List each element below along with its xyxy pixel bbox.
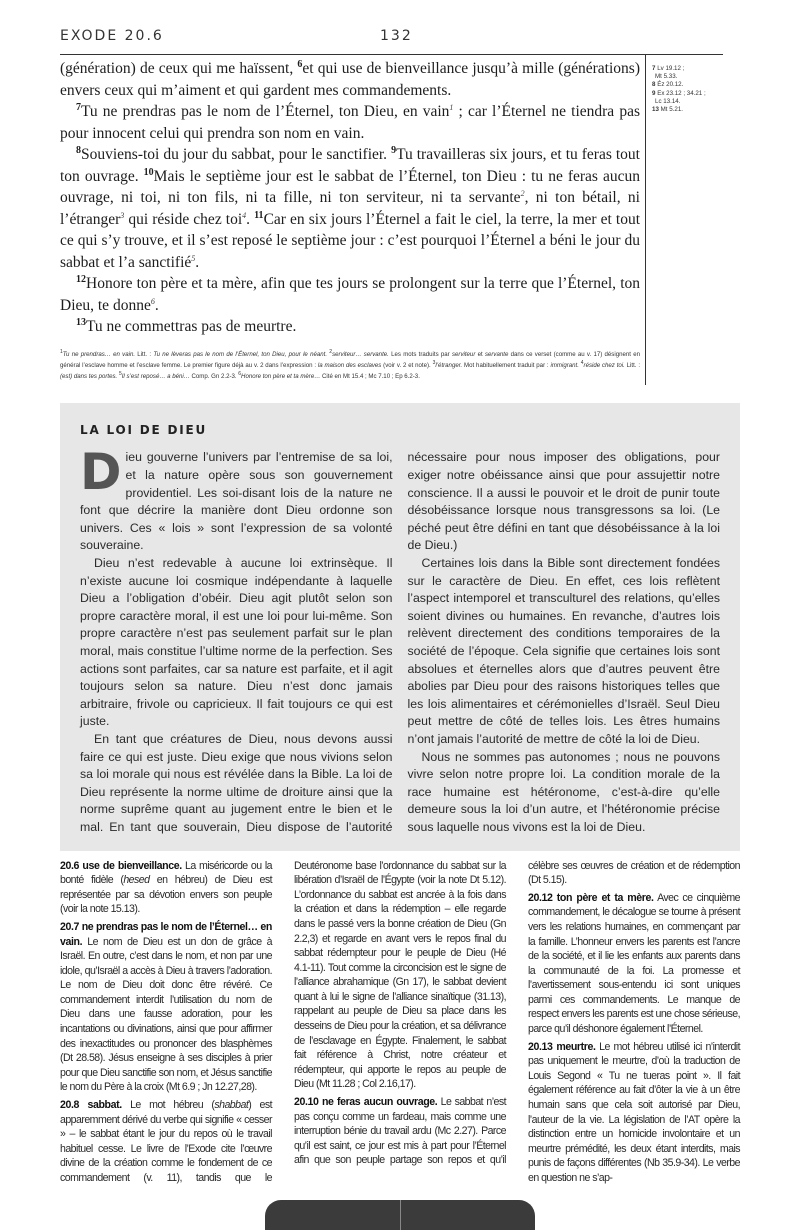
study-note bbox=[60, 920, 272, 1095]
study-note-heading: 20.8 sabbat. bbox=[60, 1099, 122, 1112]
italic-text: l’étranger. bbox=[435, 361, 463, 369]
text-run: (voir v. 2 et note). bbox=[381, 361, 433, 369]
xref-refs: Ex 23.12 ; 34.21 ; bbox=[657, 89, 706, 97]
footnote bbox=[119, 373, 238, 380]
cross-reference bbox=[652, 81, 722, 89]
cross-reference bbox=[652, 106, 722, 114]
drop-cap: D bbox=[80, 443, 122, 502]
text-run: Le mot hébreu ( bbox=[121, 1099, 215, 1112]
footnote-number: 1 bbox=[60, 348, 63, 355]
cross-references bbox=[652, 65, 722, 114]
verse-number: 11 bbox=[254, 209, 264, 221]
footnote-number: 6 bbox=[238, 371, 242, 378]
text-run: et bbox=[475, 350, 485, 358]
footnote-marker: 2 bbox=[520, 188, 525, 198]
scripture-paragraph bbox=[60, 58, 640, 101]
text-run: Mais le septième jour est le sabbat de l’Éternel, ton Dieu : tu ne feras aucun ouvrage, ni toi, ni ton fils, ni ta fille, ni ton serviteur, ni ta servante bbox=[60, 167, 640, 206]
footnote-marker: 6 bbox=[150, 296, 155, 306]
article-paragraph bbox=[80, 555, 393, 731]
text-run: Honore ton père et ta mère, afin que tes jours se prolongent sur la terre que l’Éternel, ton Dieu, te donne bbox=[60, 275, 640, 314]
paragraph-text: En tant que créatures de Dieu, nous devons aussi faire ce qui est juste. Dieu exige que nous vivions selon sa loi morale qui nous est révélée dans la Bible. La loi de Dieu représente la norme ultime de droiture ainsi que la norme suprême quant au jugement entre le bien et le mal. En tant que souverain, Dieu dispose de l’autorité nécessaire pour nous imposer des obligations, pour exiger notre obéissance ainsi que pour assujettir notre conscience. Il a aussi le pouvoir et le droit de punir toute désobéissance lorsque nous transgressons sa loi. (Le péché peut être défini en tant que désobéissance à la loi de Dieu.) bbox=[80, 450, 720, 834]
xref-verse: 9 bbox=[652, 89, 656, 97]
cross-reference bbox=[652, 65, 722, 73]
footnote bbox=[432, 359, 581, 369]
italic-text: Honore ton père et ta mère… bbox=[241, 373, 321, 381]
paragraph-text: ieu gouverne l’univers par l’entremise de sa loi, et la nature opère sous son gouvernement providentiel. Les soi-disant lois de la nature ne font que décrire la manière dont Dieu ordonne son univers. Ces « lois » sont l’expression de sa volonté souveraine. bbox=[80, 450, 393, 553]
italic-text: immigrant. bbox=[550, 361, 579, 369]
xref-refs: Lv 19.12 ; bbox=[657, 65, 685, 72]
footnote-marker: 3 bbox=[120, 210, 125, 220]
text-run: dans ce verset (comme au v. 17) désignent en général l’esclave homme et l’esclave femme. Le premier figure déjà au v. 2 dans l’expression : bbox=[60, 350, 640, 369]
footnote bbox=[238, 373, 420, 380]
header-row bbox=[60, 0, 740, 54]
study-note-heading: 20.13 meurtre. bbox=[528, 1040, 596, 1053]
footnotes bbox=[60, 348, 640, 382]
italic-text: shabbat bbox=[214, 1099, 249, 1112]
italic-text: Tu ne lèveras pas le nom de l’Éternel, ton Dieu, pour le néant. bbox=[153, 350, 328, 358]
study-note-heading: 20.10 ne feras aucun ouvrage. bbox=[294, 1096, 438, 1109]
verse-number: 9 bbox=[391, 144, 397, 156]
footnote-marker: 5 bbox=[191, 253, 196, 263]
text-run: Litt. : bbox=[624, 361, 641, 369]
text-run: Mot habituellement traduit par : bbox=[462, 361, 551, 369]
text-run: Le sabbat n’est pas conçu comme un fardeau, mais comme une interruption bénie du travail ardu (Mc 2.27). Parce qu’il est saint, ce jour est mis à part pour l’Éternel afin que son peuple partage son repos et qu’il célèbre ses œuvres de création et de rédemption (Dt 5.15). bbox=[294, 859, 740, 1167]
article-paragraph bbox=[408, 555, 721, 749]
study-notes bbox=[60, 859, 740, 1186]
italic-text: la maison des esclaves bbox=[317, 361, 382, 369]
text-run: Comp. Gn 2.2-3. bbox=[189, 373, 239, 381]
sidebar-article bbox=[60, 403, 740, 850]
article-title: LA LOI DE DIEU bbox=[80, 423, 208, 438]
italic-text: serviteur… servante. bbox=[332, 350, 389, 358]
text-run: Tu travailleras six jours, et tu feras tout ton ouvrage. bbox=[60, 146, 640, 185]
italic-text: serviteur bbox=[451, 350, 476, 358]
scripture-text bbox=[60, 58, 640, 338]
text-run: Avec ce cinquième commandement, le décalogue se tourne à présent vers les relations humaines, en commençant par la famille. L’honneur envers les parents est l’ancre de la société, et il lie les enfants aux parents dans la communauté de la foi. La promesse et l’avertissement sous-entendu ici sont uniques parmi ces commandements. Le manque de respect envers les parents est une chose sérieuse, parce qu’il déshonore également l’Éternel. bbox=[528, 891, 740, 1036]
italic-text: réside chez toi. bbox=[583, 361, 625, 369]
text-run: Le nom de Dieu est un don de grâce à Israël. En outre, c’est dans le nom, et non par une idole, qu’Israël a accès à Dieu à travers l’adoration. Le nom de Dieu doit donc être révéré. Ce commandement interdit l’utilisation du nom de Dieu dans une fausse adoration, pour les incantations ou divinations, ainsi que pour affirmer des inexactitudes ou prononcer des blasphèmes (Dt 28.58). Jésus enseigne à ses disciples à prier pour que Dieu sanctifie son nom, et Jésus sanctifie le nom du Père à la croix (Mt 6.9 ; Jn 12.27,28). bbox=[60, 935, 272, 1094]
text-run: ; car l’Éternel ne tiendra pas pour innocent celui qui prendra son nom en vain. bbox=[60, 103, 640, 142]
footnote-marker: 4 bbox=[242, 210, 247, 220]
text-run: . bbox=[246, 210, 255, 228]
toolbar-button-left[interactable] bbox=[265, 1200, 400, 1230]
paragraph-text: Nous ne sommes pas autonomes ; nous ne pouvons vivre selon notre propre loi. La condition morale de la race humaine est hétéronome, c’est-à-dire qu’elle demeure sous la loi d’un autre, et l’hétéronomie précise sous laquelle nous vivons est la loi de Dieu. bbox=[407, 749, 720, 834]
footnote-number: 2 bbox=[329, 348, 333, 355]
scripture-area bbox=[60, 54, 723, 385]
xref-verse: 13 bbox=[652, 106, 659, 114]
verse-number: 10 bbox=[143, 166, 154, 178]
footnote-marker: 1 bbox=[449, 102, 454, 112]
footnote-number: 3 bbox=[432, 359, 436, 366]
page-number: 132 bbox=[380, 28, 413, 44]
text-run: Car en six jours l’Éternel a fait le ciel, la terre, la mer et tout ce qui s’y trouve, et il s’est reposé le septième jour : c’est pourquoi l’Éternel a béni le jour du sabbat et l’a sanctifié bbox=[60, 210, 640, 271]
verse-number: 13 bbox=[76, 316, 86, 328]
bottom-toolbar bbox=[265, 1200, 535, 1230]
article-paragraph bbox=[80, 443, 393, 555]
italic-text: Il s’est reposé… a béni… bbox=[121, 373, 190, 381]
xref-continuation: Mt 5.33. bbox=[655, 73, 678, 81]
paragraph-text: Certaines lois dans la Bible sont directement fondées sur le caractère de Dieu. En effet, ces lois reflètent l’aspect intemporel et transculturel des relations, qu’elles soient divines ou humaines. En revanche, d’autres lois relèvent directement des conditions temporaires de la société de l’époque. Cela signifie que certaines lois sont absolues et éternelles alors que d’autres peuvent être abolies par Dieu pour des raisons historiques telles que les lois alimentaires et cérémonielles d’Israël. Seul Dieu peut mettre de côté de telles lois. Les êtres humains n’ont jamais l’autorité de mettre de côté la loi de Dieu. bbox=[407, 556, 720, 746]
footnote-number: 5 bbox=[118, 371, 122, 378]
text-run: Le mot hébreu utilisé ici n’interdit pas uniquement le meurtre, d’où la traduction de Louis Segond « Tu ne tueras point ». Il fait également référence au fait d’ôter la vie à un être humain sans que cela soit autorisé par Dieu, l’auteur de la vie. La législation de l’AT opère la distinction entre un homicide involontaire et un meurtre prémédité, les deux étant interdits, mais punis de façons différentes (Nb 35.9-34). Le verbe en question ne s’ap- bbox=[528, 1040, 740, 1185]
scripture-paragraph bbox=[60, 316, 640, 338]
xref-refs: Éz 20.12. bbox=[657, 81, 684, 89]
study-note bbox=[60, 859, 272, 917]
verse-number: 7 bbox=[76, 101, 81, 113]
text-run: , ni ton bétail, ni l’étranger bbox=[60, 189, 640, 228]
text-run: et qui use de bienveillance jusqu’à mille (générations) envers ceux qui m’aiment et qui gardent mes commandements. bbox=[60, 60, 640, 99]
footnote-number: 4 bbox=[580, 359, 584, 366]
italic-text: servante bbox=[484, 350, 509, 358]
text-run: Tu ne commettras pas de meurtre. bbox=[86, 318, 297, 335]
verse-number: 8 bbox=[76, 144, 81, 156]
xref-verse: 7 bbox=[652, 65, 656, 72]
italic-text: Tu ne prendras… en vain. bbox=[62, 350, 136, 358]
italic-text: hesed bbox=[123, 874, 150, 887]
text-run: en hébreu) de Dieu est représentée par sa dévotion envers son peuple (voir la note 15.13). bbox=[60, 874, 272, 916]
footnote bbox=[60, 348, 329, 358]
text-run: Cité en Mt 15.4 ; Mc 7.10 ; Ep 6.2-3. bbox=[320, 373, 420, 381]
xref-continuation: Lc 13.14. bbox=[655, 97, 681, 105]
study-note bbox=[528, 891, 740, 1037]
italic-text: (est) dans tes portes. bbox=[60, 373, 118, 381]
text-run: Tu ne prendras pas le nom de l’Éternel, ton Dieu, en vain bbox=[81, 103, 450, 120]
running-header: EXODE 20.6 bbox=[60, 28, 164, 44]
text-run: ) est apparemment dérivé du verbe qui signifie « cesser » – le sabbat étant le jour du repos où le travail habituel cesse. Le livre de l’Exode cite l’œuvre divine de la création comme le fondement de ce commandement (v. 11), tandis que le Deutéronome base l’ordonnance du sabbat sur la libération d’Israël de l’Égypte (voir la note Dt 5.12). L’ordonnance du sabbat est ancrée à la fois dans la création et dans la rédemption – elle regarde dans le passé vers la bonne création de Dieu (Gn 2.2,3) et regarde en avant vers le repos final du sabbat rédempteur pour le peuple de Dieu (Hé 4.1-11). Tout comme la circoncision est le signe de l’alliance abrahamique (Gn 17), le sabbat devient quant à lui le signe de l’alliance sinaïtique (31.13), rappelant au peuple de Dieu sa place dans les desseins de Dieu pour la création, et sa délivrance de l’esclavage en Égypte. Finalement, le sabbat fait référence à Christ, notre créateur et rédempteur, qui apporte le repos au peuple de Dieu (Mt 11.28 ; Col 2.16,17). bbox=[60, 859, 506, 1185]
scripture-paragraph bbox=[60, 101, 640, 144]
paragraph-text: Dieu n’est redevable à aucune loi extrinsèque. Il n’existe aucune loi cosmique indépendante à laquelle Dieu a l’obligation d’obéir. Dieu agit plutôt selon son propre caractère moral, il est une loi pour lui-même. Son propre caractère n’est pas seulement parfait sur le plan moral, mais constitue l’ultime norme de la perfection. Ses actions sont parfaites, car sa nature est parfaite, et il agit toujours selon sa nature. Dieu n’est donc jamais arbitraire, frivole ou capricieux. Il fait toujours ce qui est juste. bbox=[80, 556, 393, 729]
scripture-paragraph bbox=[60, 144, 640, 273]
study-note-heading: 20.6 use de bienveillance. bbox=[60, 859, 182, 872]
article-body bbox=[80, 443, 720, 836]
text-run: Les mots traduits par bbox=[388, 350, 452, 358]
verse-number: 12 bbox=[76, 273, 86, 285]
text-run: (génération) de ceux qui me haïssent, bbox=[60, 60, 298, 77]
verse-number: 6 bbox=[297, 58, 303, 70]
xref-refs: Mt 5.21. bbox=[660, 106, 683, 114]
scripture-paragraph bbox=[60, 273, 640, 316]
article-paragraph bbox=[408, 749, 721, 837]
text-run: . bbox=[195, 253, 200, 271]
study-note-heading: 20.7 ne prendras pas le nom de l’Éternel… en vain. bbox=[60, 920, 272, 948]
text-run: . bbox=[154, 296, 159, 314]
study-note bbox=[528, 1040, 740, 1186]
scripture-column bbox=[60, 55, 646, 385]
toolbar-button-right[interactable] bbox=[400, 1200, 536, 1230]
text-run: qui réside chez toi bbox=[124, 210, 243, 228]
text-run: Souviens-toi du jour du sabbat, pour le sanctifier. bbox=[81, 146, 392, 163]
text-run: Litt. : bbox=[135, 350, 154, 358]
xref-verse: 8 bbox=[652, 81, 656, 89]
cross-reference bbox=[652, 90, 722, 98]
study-note-heading: 20.12 ton père et ta mère. bbox=[528, 891, 654, 904]
text-run: La miséricorde ou la bonté fidèle ( bbox=[60, 859, 272, 887]
